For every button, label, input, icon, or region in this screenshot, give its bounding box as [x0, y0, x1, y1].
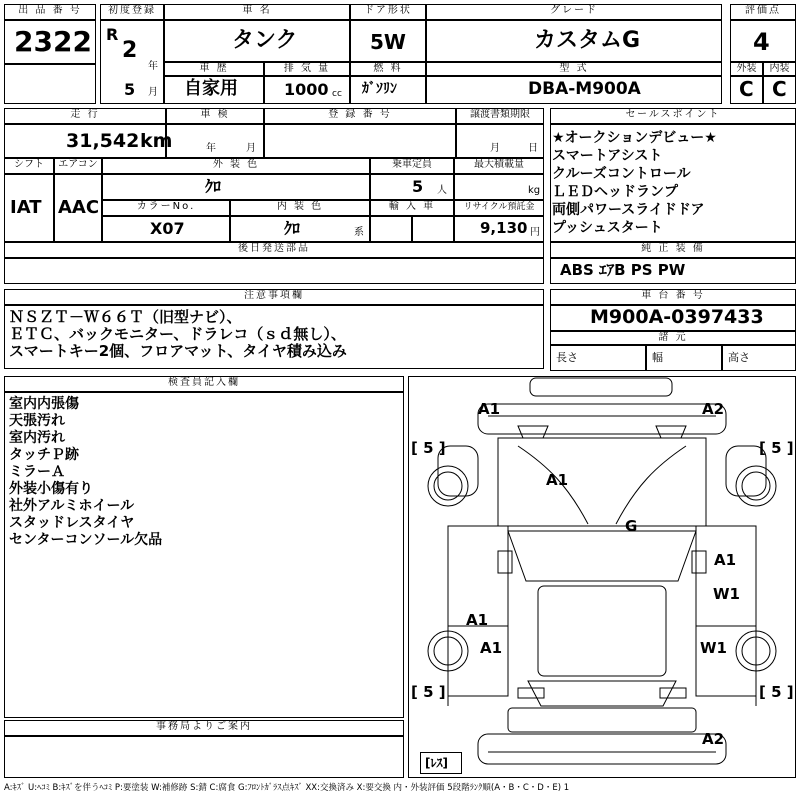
color-no: X07 [150, 219, 185, 238]
mileage: 31,542 [66, 130, 140, 152]
recycle-unit: 円 [530, 227, 540, 238]
note-line: スマートキー2個、フロアマット、タイヤ積み込み [9, 342, 347, 360]
era: R [106, 25, 119, 44]
tire-rear-right: [ 5 ] [759, 683, 794, 701]
ac: AAC [58, 197, 100, 218]
mileage-label: 走 行 [4, 108, 166, 124]
shift-label: シフト [4, 158, 54, 174]
inspection-year-unit: 年 [206, 143, 216, 154]
inspector-note: ミラーＡ [9, 464, 65, 480]
windshield [508, 531, 696, 581]
ext-color: ｸﾛ [205, 177, 222, 196]
later-parts-label: 後日発送部品 [4, 242, 544, 258]
registration-label: 登 録 番 号 [264, 108, 456, 124]
inspector-note: スタッドレスタイヤ [9, 515, 135, 531]
sales-points-label: セールスポイント [550, 108, 796, 124]
front-bumper [478, 400, 726, 434]
score: 4 [753, 28, 770, 56]
inspector-label: 検査員記入欄 [4, 376, 404, 392]
equipment: ABS ｴｱB PS PW [560, 261, 686, 279]
inspector-note: 室内内張傷 [9, 396, 79, 412]
sales-point: クルーズコントロール [552, 166, 691, 182]
damage-mark-hood: A1 [546, 471, 569, 489]
right-rear-door [696, 626, 756, 696]
interior-grade: C [772, 77, 787, 101]
damage-mark-rear-bumper: A2 [702, 730, 725, 748]
int-color-suffix: 系 [354, 227, 364, 238]
inspector-notes [9, 396, 399, 549]
fuel: ｶﾞｿﾘﾝ [362, 81, 397, 97]
tire-front-right: [ 5 ] [759, 439, 794, 457]
capacity-label: 乗車定員 [370, 158, 454, 174]
inspection-label: 車 検 [166, 108, 264, 124]
right-mirror [692, 551, 706, 573]
color-no-label: カラーNo. [102, 200, 230, 216]
chassis-number: M900A-0397433 [590, 306, 764, 328]
note-line: ＮＳＺＴ－Ｗ６６Ｔ（旧型ナビ）、 [9, 308, 242, 326]
grade: カスタムG [534, 28, 641, 53]
transfer-day-unit: 日 [528, 143, 538, 154]
inspection-month-unit: 月 [246, 143, 256, 154]
exterior-grade: C [739, 77, 754, 101]
reg-year: 2 [122, 38, 138, 63]
history: 自家用 [184, 78, 238, 99]
rear-bumper [478, 730, 726, 764]
model: DBA-M900A [528, 79, 641, 99]
load-unit: kg [528, 185, 541, 196]
reg-month-unit: 月 [148, 87, 158, 98]
notes-text [9, 309, 541, 360]
rear-window [528, 681, 676, 706]
left-rear-door [448, 626, 508, 696]
inspector-note: 社外アルミホイール [9, 498, 135, 514]
car-body-diagram [408, 376, 796, 778]
score-label: 評価点 [730, 4, 796, 20]
grade-label: グレード [426, 4, 722, 20]
tailgate [508, 708, 696, 732]
int-color-label: 内 装 色 [230, 200, 370, 216]
ext-color-label: 外 装 色 [102, 158, 370, 174]
left-mirror [498, 551, 512, 573]
roof [538, 586, 666, 676]
inspector-note: 天張汚れ [9, 413, 65, 429]
lot-number: 2322 [14, 25, 92, 58]
displacement-unit: cc [332, 89, 342, 99]
damage-mark-right-rear-door: W1 [713, 585, 740, 603]
import-label: 輸 入 車 [370, 200, 454, 216]
office-label: 事務局よりご案内 [4, 720, 404, 736]
shift: IAT [10, 197, 42, 218]
chassis-label: 車 台 番 号 [550, 289, 796, 305]
load-label: 最大積載量 [454, 158, 544, 174]
ac-label: エアコン [54, 158, 102, 174]
model-label: 型 式 [426, 62, 722, 76]
lot-label: 出 品 番 号 [4, 4, 96, 20]
int-color: ｸﾛ [284, 219, 301, 238]
capacity-unit: 人 [437, 185, 447, 196]
door-type: 5W [370, 30, 406, 54]
transfer-label: 譲渡書類期限 [456, 108, 544, 124]
recycle-fee: 9,130 [480, 219, 528, 237]
right-front-door [696, 526, 756, 626]
reg-month: 5 [124, 80, 136, 99]
tire-front-left: [ 5 ] [411, 439, 446, 457]
damage-mark-front-right: A2 [702, 400, 725, 418]
damage-legend: A:ｷｽﾞ U:ﾍｺﾐ B:ｷｽﾞを伴うﾍｺﾐ P:要塗装 W:補修跡 S:錆 C:腐食 G:ﾌﾛﾝﾄｶﾞﾗｽ点ｷｽﾞ XX:交換済み X:要交換 内・外装評価 5段階ﾗﾝｸ順(A・B・C・D・E) 1 [4, 783, 570, 793]
sales-points-list [552, 129, 792, 237]
inspector-note: 外装小傷有り [9, 481, 93, 497]
width-label: 幅 [652, 351, 663, 364]
inspector-note: 室内汚れ [9, 430, 65, 446]
recycle-label: リサイクル預託金 [454, 200, 544, 216]
interior-label: 内装 [763, 62, 796, 76]
first-reg-label: 初度登録 [100, 4, 164, 20]
damage-mark-right-front-door: A1 [714, 551, 737, 569]
inspector-note: センターコンソール欠品 [9, 532, 163, 548]
history-label: 車 歴 [164, 62, 264, 76]
car-name: タンク [232, 28, 298, 53]
sales-point: 両側パワースライドドア [552, 202, 705, 218]
damage-mark-right-rear-quarter: W1 [700, 639, 727, 657]
mileage-unit: km [140, 130, 173, 152]
displacement: 1000 [284, 80, 329, 99]
equipment-label: 純 正 装 備 [550, 242, 796, 258]
spare-tire: [ﾚｽ] [425, 756, 448, 770]
displacement-label: 排 気 量 [264, 62, 350, 76]
inspector-note: タッチＰ跡 [9, 447, 79, 463]
sales-point: スマートアシスト [552, 148, 663, 164]
sales-point: ＬＥＤヘッドランプ [552, 184, 678, 200]
height-label: 高さ [728, 351, 750, 364]
length-label: 長さ [556, 351, 578, 364]
specs-label: 諸 元 [550, 331, 796, 345]
damage-mark-left-rear-door: A1 [466, 611, 489, 629]
damage-mark-front-left: A1 [478, 400, 501, 418]
damage-mark-windshield: G [625, 517, 638, 535]
transfer-month-unit: 月 [490, 143, 500, 154]
tire-rear-left: [ 5 ] [411, 683, 446, 701]
note-line: ＥＴＣ、バックモニター、ドラレコ（ｓｄ無し）、 [9, 325, 346, 343]
sales-point: ★オークションデビュー★ [552, 130, 717, 146]
fuel-label: 燃 料 [350, 62, 426, 76]
sales-point: プッシュスタート [552, 220, 663, 236]
car-name-label: 車 名 [164, 4, 350, 20]
capacity: 5 [412, 177, 424, 196]
roof-strip [530, 378, 672, 396]
notes-label: 注意事項欄 [4, 289, 544, 305]
exterior-label: 外装 [730, 62, 763, 76]
door-label: ドア形状 [350, 4, 426, 20]
reg-year-unit: 年 [148, 61, 158, 72]
hood [498, 438, 706, 526]
damage-mark-left-rear-quarter: A1 [480, 639, 503, 657]
